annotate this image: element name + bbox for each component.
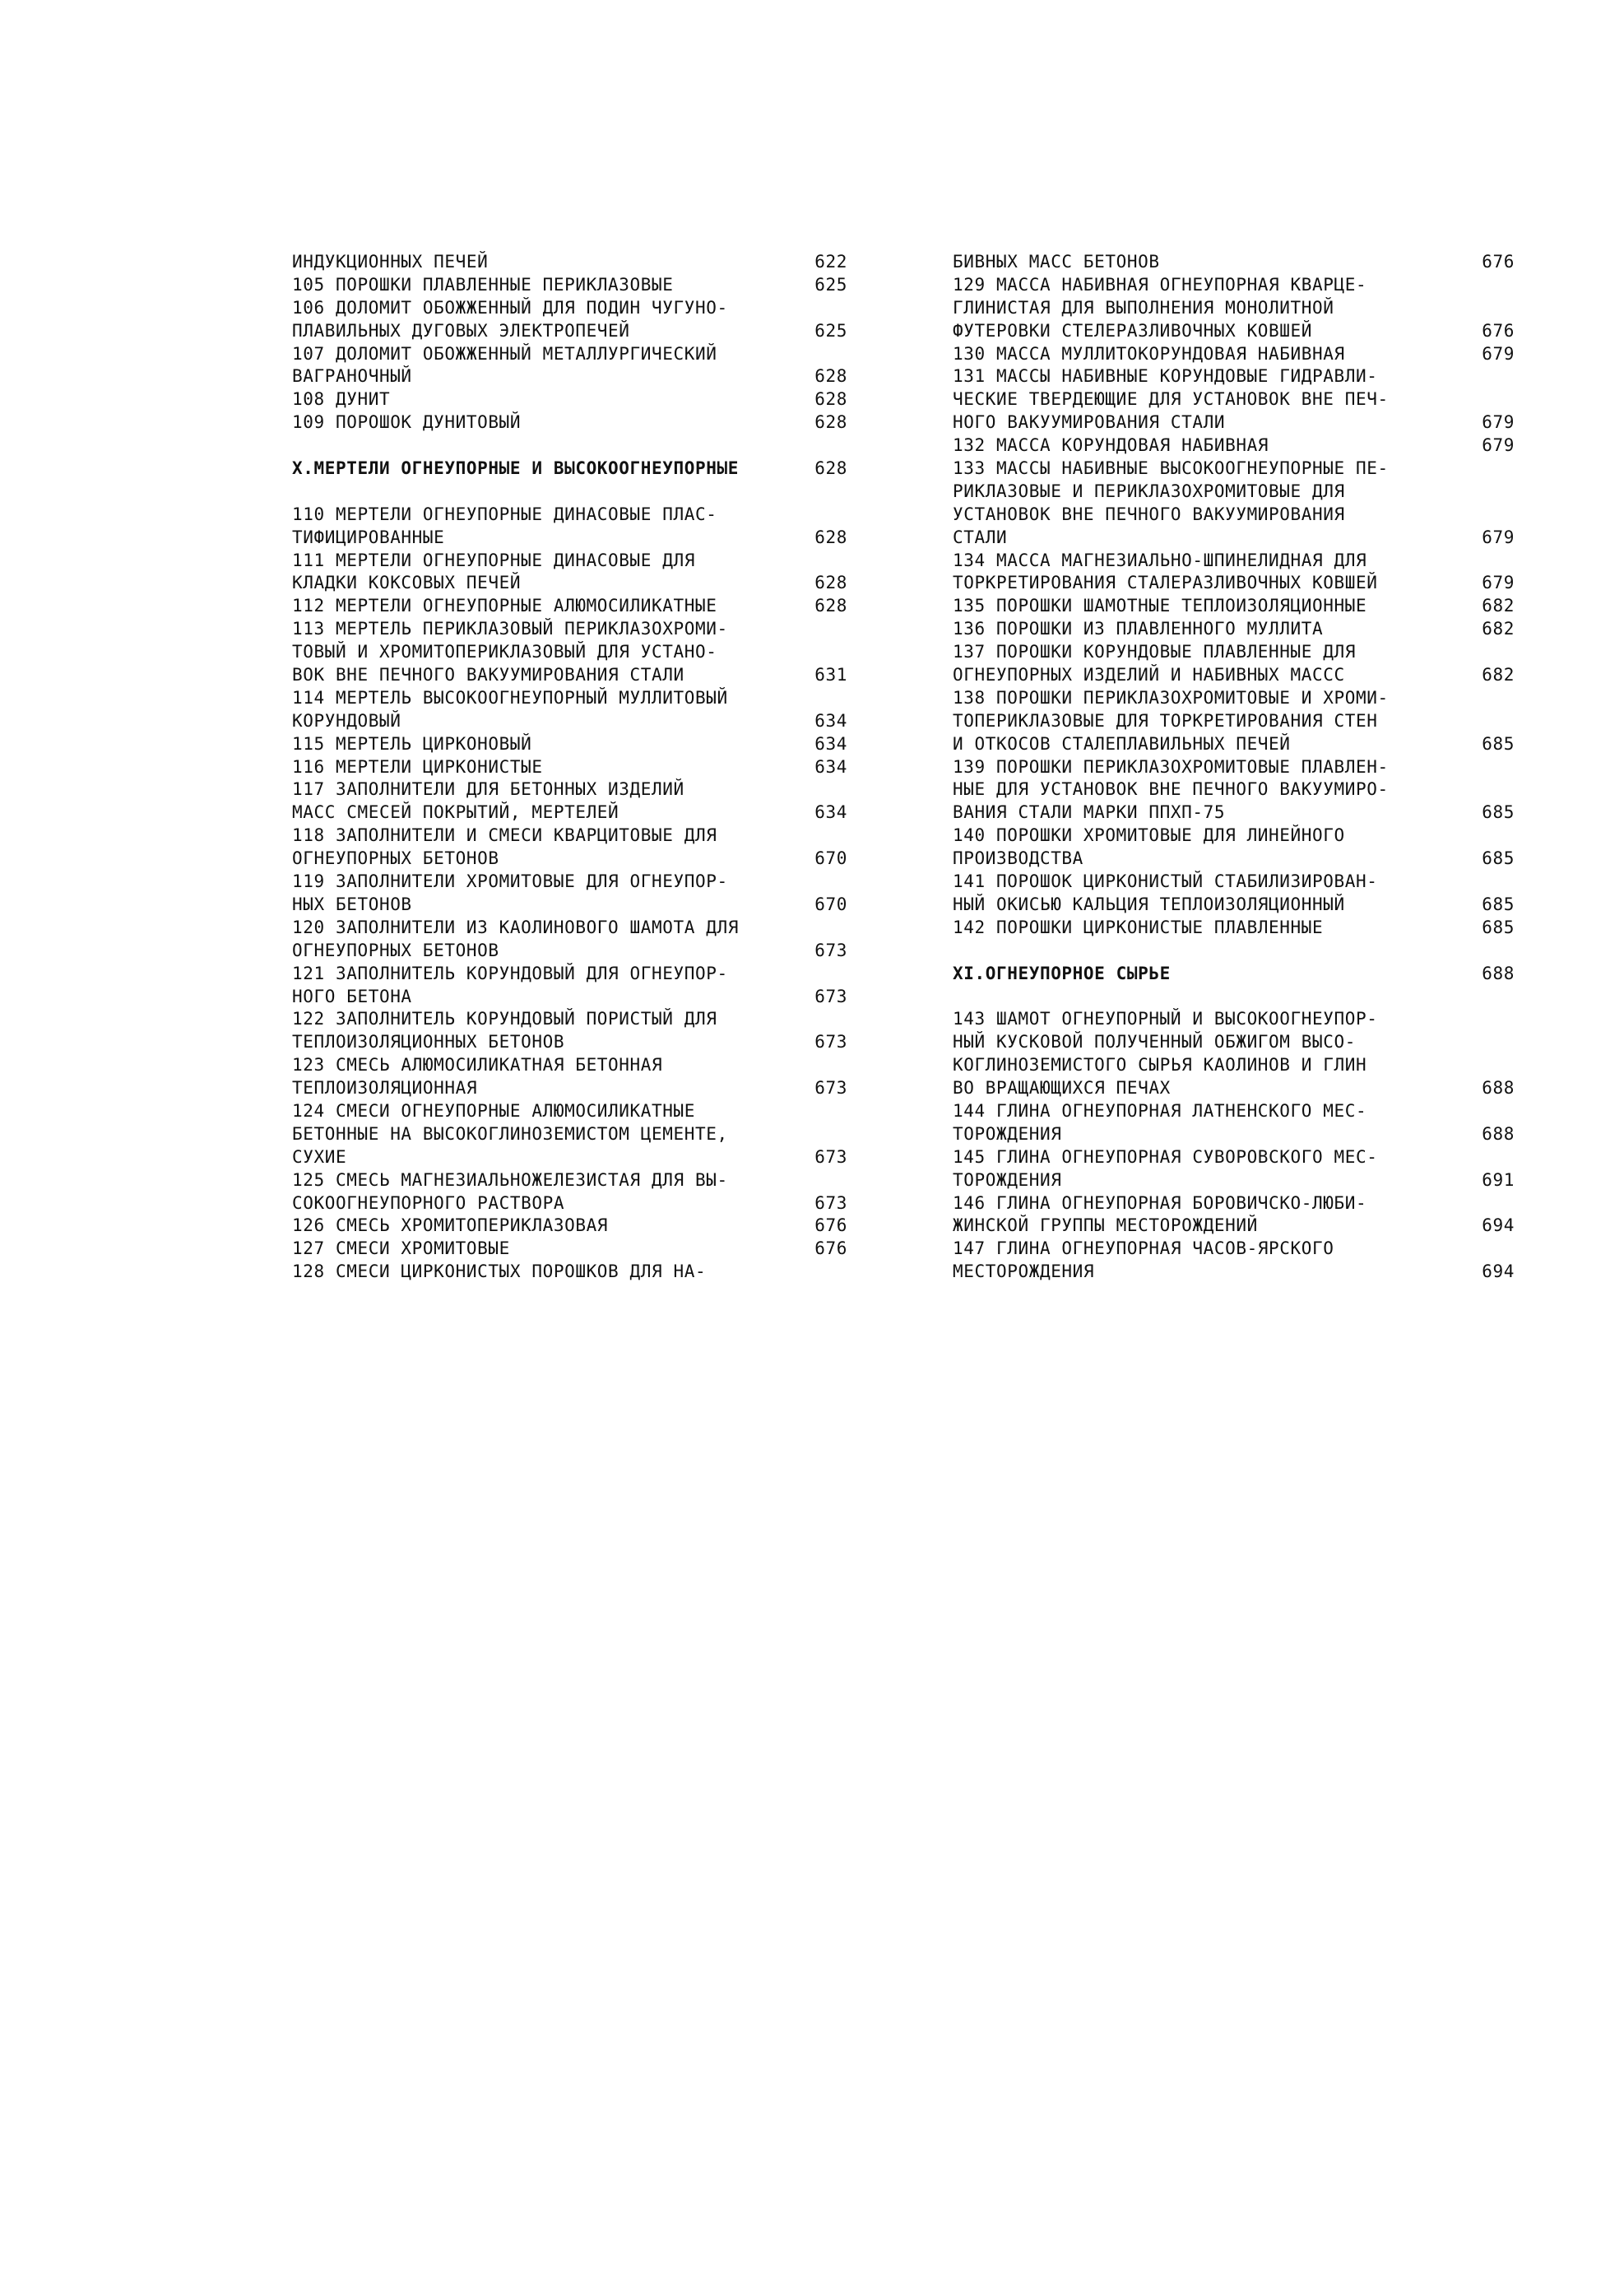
page-number: 685 (1482, 802, 1515, 823)
toc-entry (292, 687, 847, 733)
page-number: 679 (1482, 435, 1515, 456)
toc-entry-text: МАСС СМЕСЕЙ ПОКРЫТИЙ, МЕРТЕЛЕЙ (292, 802, 619, 823)
toc-entry-text: 129 МАССА НАБИВНАЯ ОГНЕУПОРНАЯ КВАРЦЕ- (953, 274, 1367, 295)
page-number: 679 (1482, 527, 1515, 547)
toc-entry-text: СТАЛИ (953, 527, 1008, 547)
toc-entry (953, 917, 1515, 940)
toc-entry-text: 146 ГЛИНА ОГНЕУПОРНАЯ БОРОВИЧСКО-ЛЮБИ- (953, 1192, 1367, 1213)
toc-entry (292, 1169, 847, 1215)
page-number: 628 (814, 412, 847, 433)
toc-entry (953, 550, 1515, 596)
toc-entry-text: 123 СМЕСЬ АЛЮМОСИЛИКАТНАЯ БЕТОННАЯ (292, 1055, 663, 1076)
toc-entry (953, 641, 1515, 687)
toc-entry-text: КОРУНДОВЫЙ (292, 710, 401, 731)
toc-entry (953, 274, 1515, 343)
toc-entry (292, 1100, 847, 1169)
page-number: 673 (814, 1146, 847, 1167)
page-number: 676 (1482, 252, 1515, 272)
toc-entry-text: 130 МАССА МУЛЛИТОКОРУНДОВАЯ НАБИВНАЯ (953, 343, 1345, 364)
toc-entry-text: КЛАДКИ КОКСОВЫХ ПЕЧЕЙ (292, 573, 522, 593)
toc-entry (953, 251, 1515, 274)
toc-entry-text: 110 МЕРТЕЛИ ОГНЕУПОРНЫЕ ДИНАСОВЫЕ ПЛАС- (292, 504, 717, 524)
toc-entry-text: СОКООГНЕУПОРНОГО РАСТВОРА (292, 1192, 565, 1213)
toc-entry-text: 136 ПОРОШКИ ИЗ ПЛАВЛЕННОГО МУЛЛИТА (953, 619, 1324, 639)
toc-entry-text: ТЕПЛОИЗОЛЯЦИОННАЯ (292, 1078, 478, 1099)
toc-entry (292, 825, 847, 871)
page-number: 673 (814, 1078, 847, 1099)
toc-entry-text: 140 ПОРОШКИ ХРОМИТОВЫЕ ДЛЯ ЛИНЕЙНОГО (953, 825, 1345, 846)
toc-entry-text: ВО ВРАЩАЮЩИХСЯ ПЕЧАХ (953, 1078, 1171, 1099)
toc-entry-text: 143 ШАМОТ ОГНЕУПОРНЫЙ И ВЫСОКООГНЕУПОР- (953, 1009, 1378, 1029)
section-title: XI.ОГНЕУПОРНОЕ СЫРЬЕ (953, 963, 1171, 983)
toc-entry-text: МЕСТОРОЖДЕНИЯ (953, 1261, 1095, 1282)
toc-entry-text: ВАНИЯ СТАЛИ МАРКИ ППХП-75 (953, 802, 1226, 823)
right-entries-b (953, 1008, 1515, 1284)
page-number: 676 (814, 1238, 847, 1259)
page-number: 628 (814, 596, 847, 616)
toc-entry-text: 132 МАССА КОРУНДОВАЯ НАБИВНАЯ (953, 435, 1269, 456)
toc-entry (292, 917, 847, 963)
toc-entry-text: 109 ПОРОШОК ДУНИТОВЫЙ (292, 412, 522, 433)
page-number: 685 (1482, 848, 1515, 869)
page-number: 685 (1482, 733, 1515, 754)
page-number: 679 (1482, 412, 1515, 433)
spacer (292, 481, 847, 504)
toc-entry-text: 134 МАССА МАГНЕЗИАЛЬНО-ШПИНЕЛИДНАЯ ДЛЯ (953, 550, 1367, 570)
page-number: 682 (1482, 665, 1515, 685)
page-number: 682 (1482, 619, 1515, 639)
page-number: 625 (814, 320, 847, 341)
toc-entry-text: ВОК ВНЕ ПЕЧНОГО ВАКУУМИРОВАНИЯ СТАЛИ (292, 665, 684, 685)
toc-entry-text: НОГО ВАКУУМИРОВАНИЯ СТАЛИ (953, 412, 1226, 433)
toc-entry-text: 142 ПОРОШКИ ЦИРКОНИСТЫЕ ПЛАВЛЕННЫЕ (953, 917, 1324, 937)
page-number: 688 (1482, 1123, 1515, 1144)
toc-entry-text: ФУТЕРОВКИ СТЕЛЕРАЗЛИВОЧНЫХ КОВШЕЙ (953, 320, 1313, 341)
toc-entry-text: 113 МЕРТЕЛЬ ПЕРИКЛАЗОВЫЙ ПЕРИКЛАЗОХРОМИ- (292, 619, 728, 639)
toc-entry-text: ЖИНСКОЙ ГРУППЫ МЕСТОРОЖДЕНИЙ (953, 1215, 1258, 1236)
toc-entry (292, 871, 847, 917)
page-number: 634 (814, 710, 847, 731)
right-entries-a (953, 251, 1515, 940)
toc-entry-text: 137 ПОРОШКИ КОРУНДОВЫЕ ПЛАВЛЕННЫЕ ДЛЯ (953, 642, 1356, 662)
page-number: 628 (814, 573, 847, 593)
toc-entry-text: ТОВЫЙ И ХРОМИТОПЕРИКЛАЗОВЫЙ ДЛЯ УСТАНО- (292, 642, 717, 662)
page-number: 691 (1482, 1169, 1515, 1190)
toc-entry-text: ГЛИНИСТАЯ ДЛЯ ВЫПОЛНЕНИЯ МОНОЛИТНОЙ (953, 297, 1334, 318)
toc-entry (292, 504, 847, 550)
toc-entry-text: ТОПЕРИКЛАЗОВЫЕ ДЛЯ ТОРКРЕТИРОВАНИЯ СТЕН (953, 710, 1378, 731)
page-number: 676 (814, 1215, 847, 1236)
page-number: 688 (1482, 963, 1515, 983)
toc-entry-text: РИКЛАЗОВЫЕ И ПЕРИКЛАЗОХРОМИТОВЫЕ ДЛЯ (953, 481, 1345, 501)
toc-entry-text: НЫЙ КУСКОВОЙ ПОЛУЧЕННЫЙ ОБЖИГОМ ВЫСО- (953, 1032, 1356, 1052)
toc-entry-text: 125 СМЕСЬ МАГНЕЗИАЛЬНОЖЕЛЕЗИСТАЯ ДЛЯ ВЫ- (292, 1169, 728, 1190)
toc-entry (292, 1215, 847, 1238)
toc-entry-text: 126 СМЕСЬ ХРОМИТОПЕРИКЛАЗОВАЯ (292, 1215, 609, 1236)
toc-entry (292, 595, 847, 618)
page-number: 673 (814, 1192, 847, 1213)
toc-entry-text: ИНДУКЦИОННЫХ ПЕЧЕЙ (292, 252, 489, 272)
toc-entry-text: 133 МАССЫ НАБИВНЫЕ ВЫСОКООГНЕУПОРНЫЕ ПЕ- (953, 458, 1389, 479)
page-number: 682 (1482, 596, 1515, 616)
spacer (953, 986, 1515, 1009)
toc-entry-text: 117 ЗАПОЛНИТЕЛИ ДЛЯ БЕТОННЫХ ИЗДЕЛИЙ (292, 779, 684, 800)
toc-entry (292, 733, 847, 756)
toc-entry-text: ТЕПЛОИЗОЛЯЦИОННЫХ БЕТОНОВ (292, 1032, 565, 1052)
toc-entry-text: 122 ЗАПОЛНИТЕЛЬ КОРУНДОВЫЙ ПОРИСТЫЙ ДЛЯ (292, 1009, 717, 1029)
toc-entry-text: 131 МАССЫ НАБИВНЫЕ КОРУНДОВЫЕ ГИДРАВЛИ- (953, 366, 1378, 387)
toc-entry (953, 756, 1515, 825)
toc-entry (953, 595, 1515, 618)
toc-entry-text: 139 ПОРОШКИ ПЕРИКЛАЗОХРОМИТОВЫЕ ПЛАВЛЕН- (953, 756, 1389, 777)
toc-entry (292, 343, 847, 389)
page-number: 631 (814, 665, 847, 685)
page-number: 634 (814, 733, 847, 754)
toc-entry (292, 411, 847, 434)
page-number: 622 (814, 252, 847, 272)
toc-entry-text: БИВНЫХ МАСС БЕТОНОВ (953, 252, 1160, 272)
page-number: 673 (814, 940, 847, 960)
toc-entry-text: 144 ГЛИНА ОГНЕУПОРНАЯ ЛАТНЕНСКОГО МЕС- (953, 1100, 1367, 1121)
toc-entry-text: УСТАНОВОК ВНЕ ПЕЧНОГО ВАКУУМИРОВАНИЯ (953, 504, 1345, 524)
toc-entry-text: 107 ДОЛОМИТ ОБОЖЖЕННЫЙ МЕТАЛЛУРГИЧЕСКИЙ (292, 343, 717, 364)
page-number: 673 (814, 986, 847, 1006)
toc-entry (953, 1008, 1515, 1100)
toc-entry-text: 120 ЗАПОЛНИТЕЛИ ИЗ КАОЛИНОВОГО ШАМОТА ДЛЯ (292, 917, 739, 937)
toc-entry-text: ЧЕСКИЕ ТВЕРДЕЮЩИЕ ДЛЯ УСТАНОВОК ВНЕ ПЕЧ- (953, 389, 1389, 410)
toc-entry (953, 365, 1515, 434)
toc-entry-text: ПЛАВИЛЬНЫХ ДУГОВЫХ ЭЛЕКТРОПЕЧЕЙ (292, 320, 630, 341)
toc-entry-text: 145 ГЛИНА ОГНЕУПОРНАЯ СУВОРОВСКОГО МЕС- (953, 1146, 1378, 1167)
page-number: 679 (1482, 573, 1515, 593)
toc-entry-text: ТОРОЖДЕНИЯ (953, 1169, 1062, 1190)
toc-entry-text: 124 СМЕСИ ОГНЕУПОРНЫЕ АЛЮМОСИЛИКАТНЫЕ (292, 1100, 695, 1121)
toc-entry-text: КОГЛИНОЗЕМИСТОГО СЫРЬЯ КАОЛИНОВ И ГЛИН (953, 1055, 1367, 1076)
toc-entry (292, 550, 847, 596)
toc-entry (292, 388, 847, 411)
toc-entry (953, 618, 1515, 641)
toc-entry-text: ВАГРАНОЧНЫЙ (292, 366, 412, 387)
toc-entry (953, 687, 1515, 756)
toc-entry (292, 274, 847, 297)
toc-entry-text: 128 СМЕСИ ЦИРКОНИСТЫХ ПОРОШКОВ ДЛЯ НА- (292, 1261, 707, 1282)
toc-entry (953, 1100, 1515, 1146)
toc-entry-text: ТОРКРЕТИРОВАНИЯ СТАЛЕРАЗЛИВОЧНЫХ КОВШЕЙ (953, 573, 1378, 593)
toc-entry-text: 141 ПОРОШОК ЦИРКОНИСТЫЙ СТАБИЛИЗИРОВАН- (953, 871, 1378, 892)
toc-entry (953, 825, 1515, 871)
page-number: 670 (814, 894, 847, 914)
toc-entry-text: 119 ЗАПОЛНИТЕЛИ ХРОМИТОВЫЕ ДЛЯ ОГНЕУПОР- (292, 871, 728, 892)
page-number: 688 (1482, 1078, 1515, 1099)
toc-entry-text: ОГНЕУПОРНЫХ БЕТОНОВ (292, 848, 499, 869)
section-heading-xi (953, 963, 1515, 986)
toc-entry (292, 756, 847, 779)
section-heading-x (292, 458, 847, 481)
toc-entry-text: 127 СМЕСИ ХРОМИТОВЫЕ (292, 1238, 510, 1259)
spacer (953, 940, 1515, 963)
toc-entry-text: СУХИЕ (292, 1146, 347, 1167)
toc-entry-text: ОГНЕУПОРНЫХ ИЗДЕЛИЙ И НАБИВНЫХ МАССС (953, 665, 1345, 685)
toc-entry-text: 138 ПОРОШКИ ПЕРИКЛАЗОХРОМИТОВЫЕ И ХРОМИ- (953, 687, 1389, 708)
toc-entry-text: 111 МЕРТЕЛИ ОГНЕУПОРНЫЕ ДИНАСОВЫЕ ДЛЯ (292, 550, 695, 570)
page-number (841, 1261, 847, 1284)
page-number: 628 (814, 366, 847, 387)
toc-entry-text: ОГНЕУПОРНЫХ БЕТОНОВ (292, 940, 499, 960)
page-number: 673 (814, 1032, 847, 1052)
toc-entry (953, 343, 1515, 366)
toc-entry-text: И ОТКОСОВ СТАЛЕПЛАВИЛЬНЫХ ПЕЧЕЙ (953, 733, 1291, 754)
page-number: 625 (814, 274, 847, 295)
left-entries-a (292, 251, 847, 434)
toc-entry-text: БЕТОННЫЕ НА ВЫСОКОГЛИНОЗЕМИСТОМ ЦЕМЕНТЕ, (292, 1123, 728, 1144)
toc-entry (292, 251, 847, 274)
toc-entry (953, 1192, 1515, 1238)
toc-entry-text: ТОРОЖДЕНИЯ (953, 1123, 1062, 1144)
toc-entry (953, 434, 1515, 458)
toc-entry-text: 121 ЗАПОЛНИТЕЛЬ КОРУНДОВЫЙ ДЛЯ ОГНЕУПОР- (292, 963, 728, 983)
toc-entry (292, 618, 847, 687)
toc-entry (292, 1238, 847, 1261)
toc-entry-text: 135 ПОРОШКИ ШАМОТНЫЕ ТЕПЛОИЗОЛЯЦИОННЫЕ (953, 596, 1367, 616)
toc-entry-text: 105 ПОРОШКИ ПЛАВЛЕННЫЕ ПЕРИКЛАЗОВЫЕ (292, 274, 674, 295)
left-column (292, 251, 847, 1284)
toc-entry-text: 147 ГЛИНА ОГНЕУПОРНАЯ ЧАСОВ-ЯРСКОГО (953, 1238, 1334, 1259)
toc-entry (953, 1238, 1515, 1284)
page-number: 634 (814, 802, 847, 823)
page-number: 628 (814, 389, 847, 410)
toc-entry-text: 108 ДУНИТ (292, 389, 391, 410)
toc-entry-text: НЫЕ ДЛЯ УСТАНОВОК ВНЕ ПЕЧНОГО ВАКУУМИРО- (953, 779, 1389, 800)
page-number: 694 (1482, 1261, 1515, 1282)
toc-entry-text: 112 МЕРТЕЛИ ОГНЕУПОРНЫЕ АЛЮМОСИЛИКАТНЫЕ (292, 596, 717, 616)
toc-entry (292, 297, 847, 343)
toc-entry-text: 114 МЕРТЕЛЬ ВЫСОКООГНЕУПОРНЫЙ МУЛЛИТОВЫЙ (292, 687, 728, 708)
page-number: 685 (1482, 894, 1515, 914)
page-number: 685 (1482, 917, 1515, 937)
toc-entry-text: 106 ДОЛОМИТ ОБОЖЖЕННЫЙ ДЛЯ ПОДИН ЧУГУНО- (292, 297, 728, 318)
toc-entry (292, 1261, 847, 1284)
page-number: 694 (1482, 1215, 1515, 1236)
page-number: 628 (814, 458, 847, 479)
toc-entry-text: 118 ЗАПОЛНИТЕЛИ И СМЕСИ КВАРЦИТОВЫЕ ДЛЯ (292, 825, 717, 846)
toc-entry (292, 963, 847, 1009)
page-number: 634 (814, 756, 847, 777)
toc-entry-text: 116 МЕРТЕЛИ ЦИРКОНИСТЫЕ (292, 756, 543, 777)
toc-entry (292, 1054, 847, 1100)
toc-entry-text: 115 МЕРТЕЛЬ ЦИРКОНОВЫЙ (292, 733, 532, 754)
right-column (953, 251, 1515, 1284)
toc-entry (292, 778, 847, 825)
left-entries-b (292, 504, 847, 1284)
page-number: 628 (814, 527, 847, 547)
toc-entry (953, 458, 1515, 550)
toc-entry (953, 1146, 1515, 1192)
toc-entry-text: ТИФИЦИРОВАННЫЕ (292, 527, 445, 547)
page-number: 670 (814, 848, 847, 869)
toc-entry-text: ПРОИЗВОДСТВА (953, 848, 1083, 869)
page-number: 676 (1482, 320, 1515, 341)
toc-entry-text: НОГО БЕТОНА (292, 986, 412, 1006)
toc-entry (292, 1008, 847, 1054)
spacer (292, 434, 847, 458)
toc-entry-text: НЫХ БЕТОНОВ (292, 894, 412, 914)
toc-entry (953, 871, 1515, 917)
page-number: 679 (1482, 343, 1515, 364)
section-title: X.МЕРТЕЛИ ОГНЕУПОРНЫЕ И ВЫСОКООГНЕУПОРНЫЕ (292, 458, 739, 479)
toc-entry-text: НЫЙ ОКИСЬЮ КАЛЬЦИЯ ТЕПЛОИЗОЛЯЦИОННЫЙ (953, 894, 1345, 914)
